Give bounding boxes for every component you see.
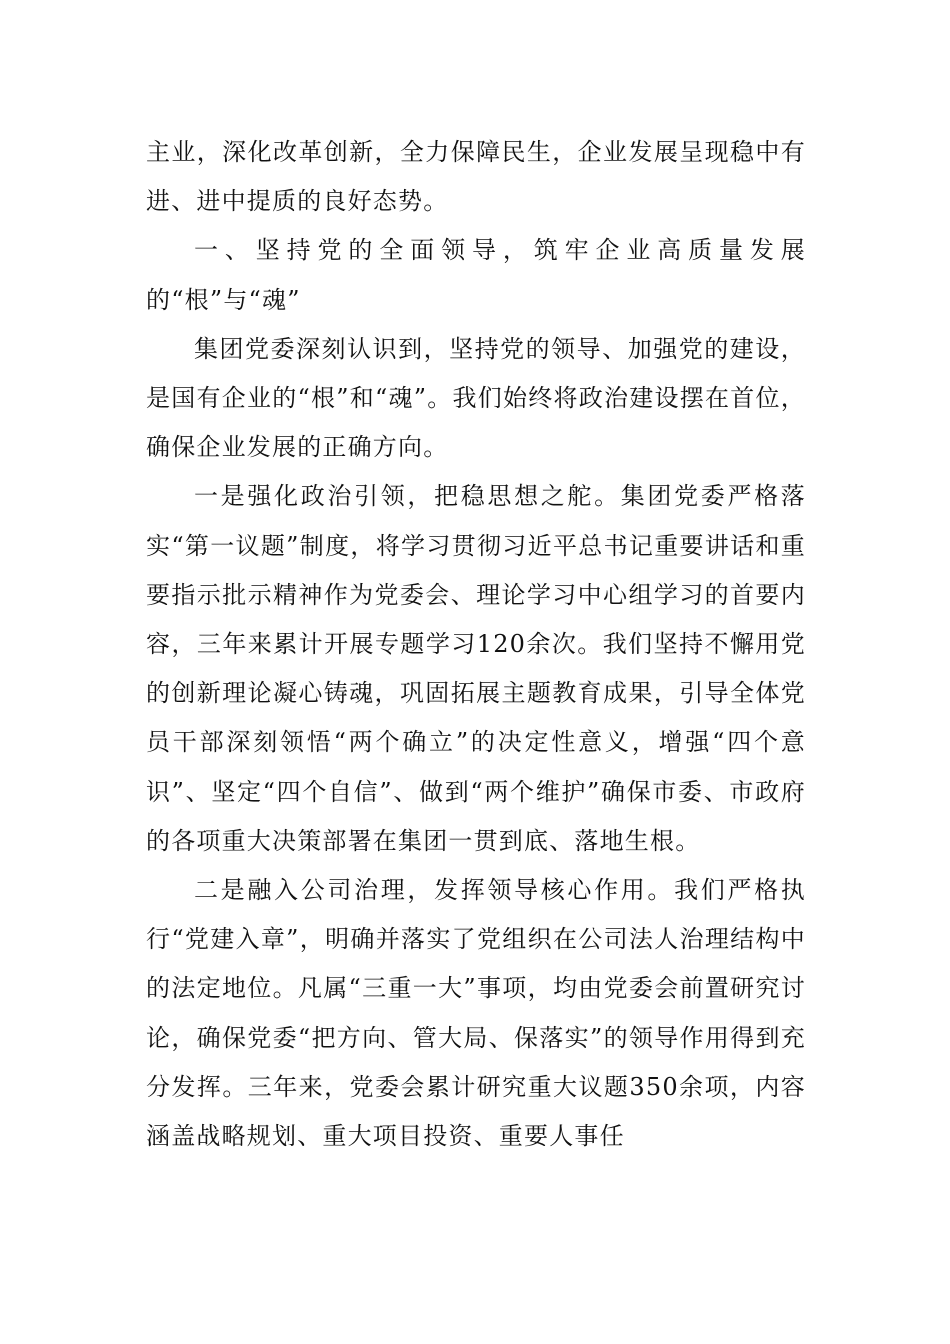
section-heading: 一、坚持党的全面领导，筑牢企业高质量发展的“根”与“魂” bbox=[146, 236, 806, 314]
paragraph-continuation: 主业，深化改革创新，全力保障民生，企业发展呈现稳中有进、进中提质的良好态势。 bbox=[146, 138, 806, 216]
document-body bbox=[146, 128, 806, 1161]
paragraph: 一是强化政治引领，把稳思想之舵。集团党委严格落实“第一议题”制度，将学习贯彻习近平总书记重要讲话和重要指示批示精神作为党委会、理论学习中心组学习的首要内容，三年来累计开展专题学习120余次。我们坚持不懈用党的创新理论凝心铸魂，巩固拓展主题教育成果，引导全体党员干部深刻领悟“两个确立”的决定性意义，增强“四个意识”、坚定“四个自信”、做到“两个维护”确保市委、市政府的各项重大决策部署在集团一贯到底、落地生根。 bbox=[146, 482, 806, 855]
paragraph: 二是融入公司治理，发挥领导核心作用。我们严格执行“党建入章”，明确并落实了党组织在公司法人治理结构中的法定地位。凡属“三重一大”事项，均由党委会前置研究讨论，确保党委“把方向、管大局、保落实”的领导作用得到充分发挥。三年来，党委会累计研究重大议题350余项，内容涵盖战略规划、重大项目投资、重要人事任 bbox=[146, 876, 806, 1151]
paragraph: 集团党委深刻认识到，坚持党的领导、加强党的建设，是国有企业的“根”和“魂”。我们始终将政治建设摆在首位，确保企业发展的正确方向。 bbox=[146, 334, 806, 462]
